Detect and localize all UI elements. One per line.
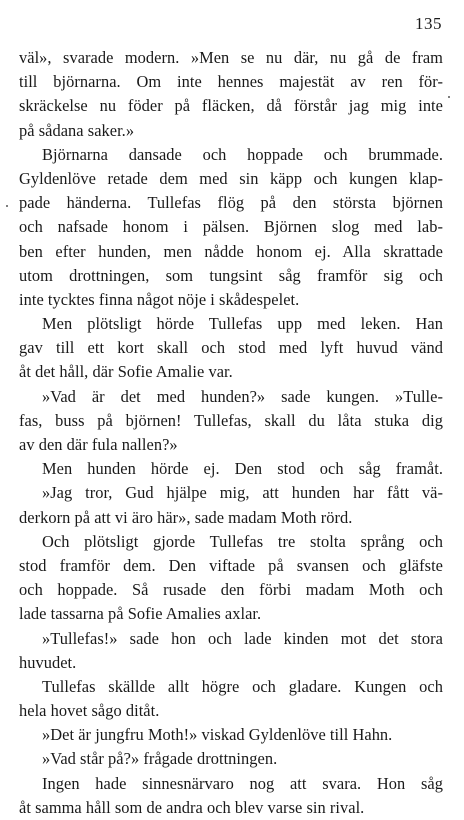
text-line: på sådana saker.»: [19, 120, 135, 140]
text-line: fas, buss på björnen! Tullefas, skall du låta stuka dig: [19, 410, 443, 430]
text-line: Och plötsligt gjorde Tullefas tre stolta språng och: [42, 531, 443, 551]
page-number: 135: [415, 14, 442, 33]
text-line: »Vad står på?» frågade drottningen.: [42, 749, 278, 769]
text-line: väl», svarade modern. »Men se nu där, nu gå de fram: [19, 48, 443, 67]
text-line: ben efter hunden, men nådde honom ej. Alla skrattade: [19, 241, 443, 261]
text-line: hela hovet sågo ditåt.: [19, 701, 160, 721]
text-line: Ingen hade sinnesnärvaro nog att svara. Hon såg: [42, 773, 443, 793]
text-line: Tullefas skällde allt högre och gladare. Kungen och: [42, 676, 443, 696]
text-line: »Vad är det med hunden?» sade kungen. »Tulle-: [42, 386, 443, 406]
text-line: Gyldenlöve retade dem med sin käpp och kungen klap-: [19, 168, 443, 188]
text-line: skräckelse nu föder på fläcken, då förstår jag mig inte: [19, 96, 443, 116]
text-line: »Jag tror, Gud hjälpe mig, att hunden har fått vä-: [42, 483, 443, 503]
text-line: och nafsade honom i pälsen. Björnen slog med lab-: [19, 217, 443, 237]
text-line: lade tassarna på Sofie Amalies axlar.: [19, 604, 262, 624]
text-line: av den där fula nallen?»: [19, 435, 178, 454]
text-line: inte tycktes finna något nöje i skådespelet.: [19, 289, 300, 309]
text-line: Men hunden hörde ej. Den stod och såg framåt.: [42, 459, 443, 479]
text-line: pade händerna. Tullefas flög på den största björnen: [19, 193, 443, 213]
text-line: åt samma håll som de andra och blev varse sin rival.: [19, 797, 365, 817]
text-line: stod framför dem. Den viftade på svansen och gläfste: [19, 555, 443, 575]
text-line: »Tullefas!» sade hon och lade kinden mot det stora: [42, 628, 443, 648]
text-line: utom drottningen, som tungsint såg framför sig och: [19, 265, 443, 285]
text-line: och hoppade. Så rusade den förbi madam Moth och: [19, 580, 443, 600]
text-line: Men plötsligt hörde Tullefas upp med leken. Han: [42, 314, 443, 334]
paper-speck: [6, 205, 8, 207]
paper-speck: [448, 96, 450, 98]
text-line: Björnarna dansade och hoppade och brummade.: [42, 144, 443, 164]
text-line: huvudet.: [19, 652, 77, 672]
text-line: derkorn på att vi äro här», sade madam Moth rörd.: [19, 507, 353, 527]
body-text: [19, 46, 443, 820]
text-line: »Det är jungfru Moth!» viskad Gyldenlöve till Hahn.: [42, 725, 393, 745]
text-line: åt det håll, där Sofie Amalie var.: [19, 362, 233, 382]
text-line: till björnarna. Om inte hennes majestät av ren för-: [19, 72, 443, 92]
text-line: gav till ett kort skall och stod med lyft huvud vänd: [19, 338, 443, 358]
